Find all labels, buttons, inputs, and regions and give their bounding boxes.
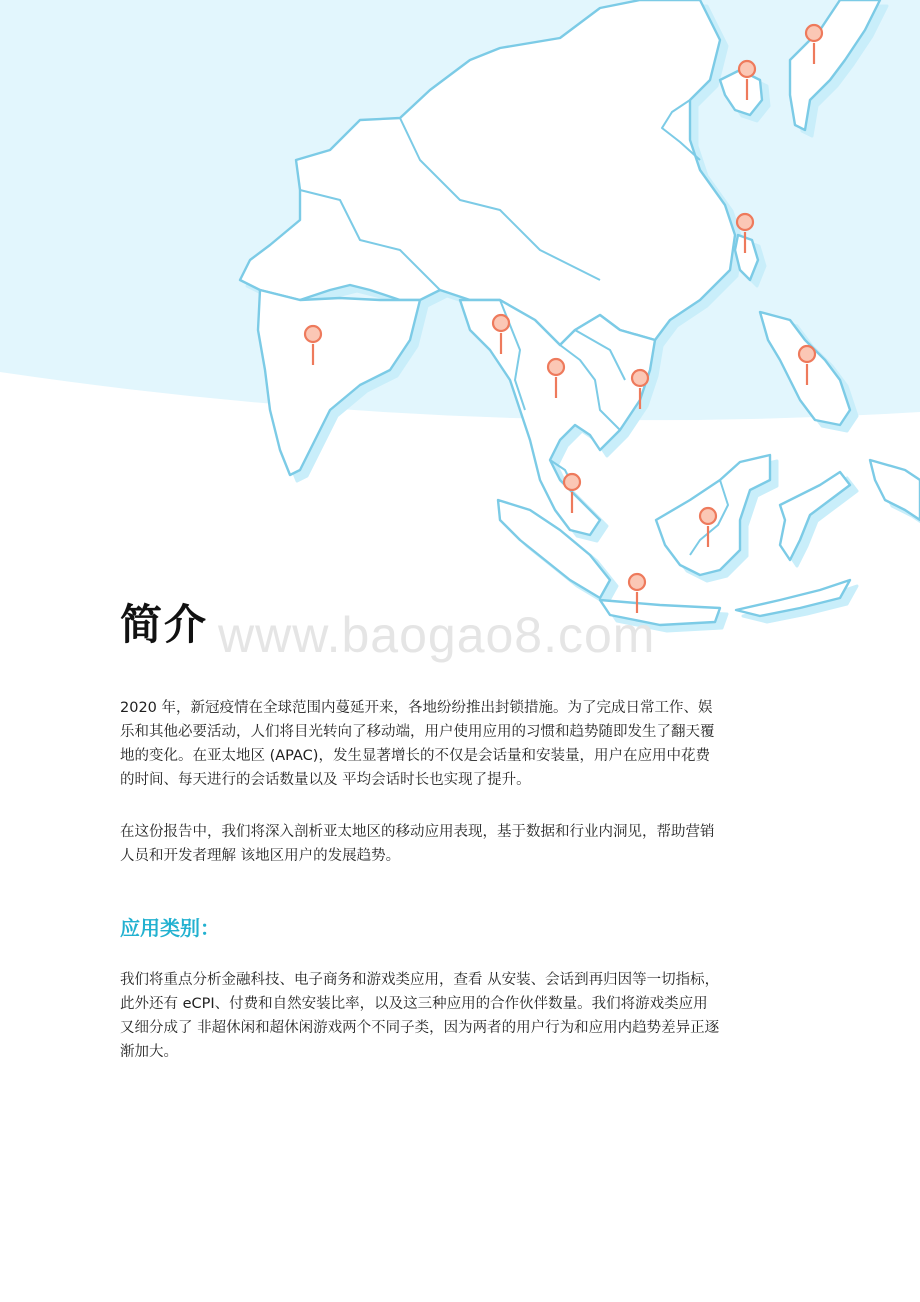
new-guinea: [870, 460, 920, 520]
categories-paragraph: 我们将重点分析金融科技、电子商务和游戏类应用，查看 从安装、会话到再归因等一切指标，此外还有 eCPI、付费和自然安装比率，以及这三种应用的合作伙伴数量。我们将游戏类应用又细分成了 非超休闲和超休闲游戏两个不同子类，因为两者的用户行为和应用内趋势差异正逐渐加大。: [120, 972, 720, 1060]
watermark: www.baogao8.com: [218, 607, 656, 663]
intro-paragraph-2: 在这份报告中，我们将深入剖析亚太地区的移动应用表现，基于数据和行业内洞见，帮助营销人员和开发者理解 该地区用户的发展趋势。: [120, 824, 715, 864]
section-heading-app-categories: 应用类别：: [120, 916, 220, 940]
page-title: 简介: [120, 600, 209, 649]
lesser-islands: [736, 580, 850, 616]
intro-paragraph-1: 2020 年，新冠疫情在全球范围内蔓延开来，各地纷纷推出封锁措施。为了完成日常工作、娱乐和其他必要活动，人们将目光转向了移动端，用户使用应用的习惯和趋势随即发生了翻天覆地的变化。在亚太地区 (APAC)，发生显著增长的不仅是会话量和安装量，用户在应用中花费的时间、每天进行的会话数量以及 平均会话时长也实现了提升。: [120, 700, 715, 788]
